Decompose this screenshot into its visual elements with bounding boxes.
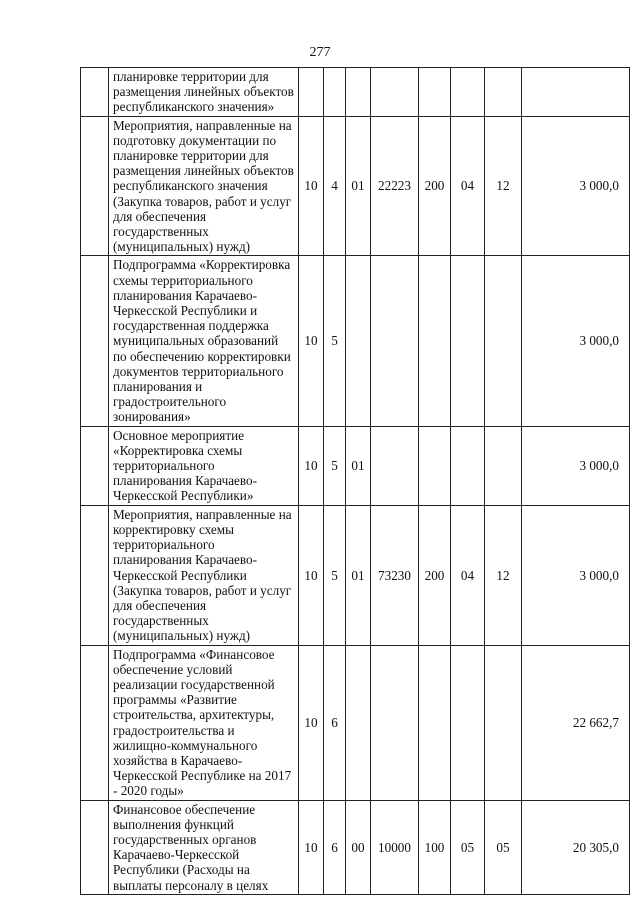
code-cell [419,426,451,505]
code-cell: 5 [324,505,346,645]
code-cell: 01 [346,116,371,256]
code-cell [485,256,522,426]
amount-cell: 3 000,0 [522,116,630,256]
table-row [81,800,630,894]
blank-cell [81,68,109,117]
code-cell [419,68,451,117]
code-cell: 5 [324,256,346,426]
code-cell [299,68,324,117]
code-cell: 73230 [371,505,419,645]
code-cell [371,426,419,505]
code-cell [451,68,485,117]
code-cell [485,645,522,800]
code-cell: 01 [346,426,371,505]
row-name: Финансовое обеспечение выполнения функций государственных органов Карачаево-Черкесской Республики (Расходы на выплаты персоналу в целях [109,800,299,894]
table-row [81,116,630,256]
code-cell: 10000 [371,800,419,894]
row-name: Подпрограмма «Корректировка схемы территориального планирования Карачаево-Черкесской Республики и государственная поддержка муниципальных образований по обеспечению корректировки документов территориального планирования и градостроительного зонирования» [109,256,299,426]
code-cell: 10 [299,426,324,505]
code-cell: 00 [346,800,371,894]
code-cell: 4 [324,116,346,256]
code-cell: 200 [419,116,451,256]
amount-cell [522,68,630,117]
code-cell [451,426,485,505]
table-row [81,256,630,426]
code-cell [419,645,451,800]
blank-cell [81,116,109,256]
code-cell [451,645,485,800]
code-cell [346,68,371,117]
code-cell [324,68,346,117]
code-cell [419,256,451,426]
blank-cell [81,645,109,800]
code-cell: 22223 [371,116,419,256]
amount-cell: 22 662,7 [522,645,630,800]
code-cell [371,645,419,800]
table-row [81,645,630,800]
code-cell: 05 [451,800,485,894]
budget-table [80,67,630,895]
code-cell [371,256,419,426]
code-cell: 6 [324,645,346,800]
code-cell [485,68,522,117]
row-name: Мероприятия, направленные на корректировку схемы территориального планирования Карачаево-Черкесской Республики (Закупка товаров, работ и услуг для обеспечения государственных (муниципальных) нужд) [109,505,299,645]
code-cell: 200 [419,505,451,645]
code-cell: 04 [451,505,485,645]
code-cell: 10 [299,116,324,256]
code-cell: 12 [485,116,522,256]
code-cell [371,68,419,117]
code-cell [451,256,485,426]
code-cell: 10 [299,256,324,426]
table-row [81,426,630,505]
row-name: Основное мероприятие «Корректировка схемы территориального планирования Карачаево-Черкесской Республики» [109,426,299,505]
page-number: 277 [309,45,331,60]
code-cell: 6 [324,800,346,894]
amount-cell: 3 000,0 [522,426,630,505]
code-cell: 10 [299,645,324,800]
blank-cell [81,256,109,426]
amount-cell: 20 305,0 [522,800,630,894]
row-name: Мероприятия, направленные на подготовку документации по планировке территории для размещения линейных объектов республиканского значения (Закупка товаров, работ и услуг для обеспечения государственных (муниципальных) нужд) [109,116,299,256]
row-name: Подпрограмма «Финансовое обеспечение условий реализации государственной программы «Развитие строительства, архитектуры, градостроительства и жилищно-коммунального хозяйства в Карачаево-Черкесской Республике на 2017 - 2020 годы» [109,645,299,800]
blank-cell [81,426,109,505]
code-cell: 04 [451,116,485,256]
code-cell: 5 [324,426,346,505]
code-cell [346,645,371,800]
code-cell: 100 [419,800,451,894]
code-cell [346,256,371,426]
code-cell: 05 [485,800,522,894]
row-name: планировке территории для размещения линейных объектов республиканского значения» [109,68,299,117]
blank-cell [81,505,109,645]
table-row [81,505,630,645]
blank-cell [81,800,109,894]
code-cell [485,426,522,505]
code-cell: 01 [346,505,371,645]
code-cell: 12 [485,505,522,645]
amount-cell: 3 000,0 [522,505,630,645]
code-cell: 10 [299,505,324,645]
code-cell: 10 [299,800,324,894]
table-row [81,68,630,117]
amount-cell: 3 000,0 [522,256,630,426]
